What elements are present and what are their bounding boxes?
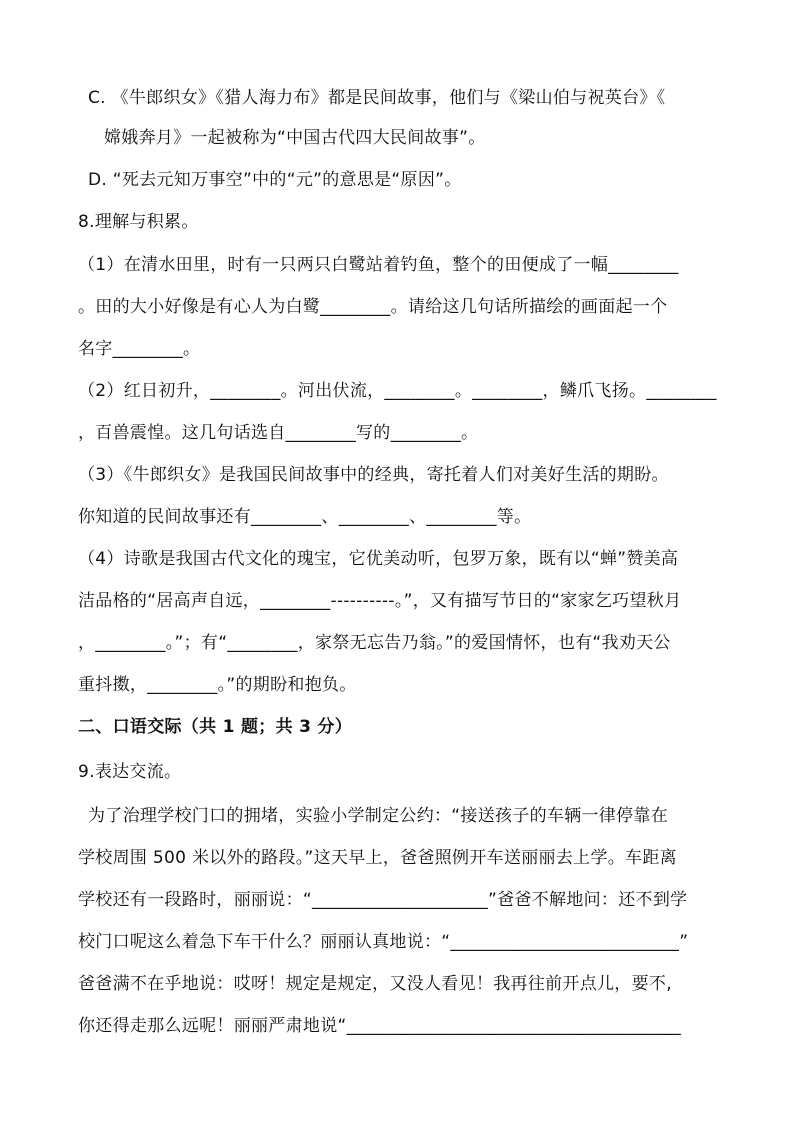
q8-part3-line-1: （3）《牛郎织女》是我国民间故事中的经典，寄托着人们对美好生活的期盼。	[78, 465, 669, 485]
q8-part2-line-1: （2）红日初升，________。河出伏流，________。________，鳞爪飞扬。________	[78, 381, 717, 401]
q8-part4-line-2: 洁品格的“居高声自远，________----------。”，又有描写节日的“家家乞巧望秋月	[78, 591, 682, 611]
q9-text-line-3: 学校还有一段路时，丽丽说：“____________________”爸爸不解地问：还不到学	[78, 890, 688, 910]
q8-part4-line-4: 重抖擞，________。”的期盼和抱负。	[78, 675, 357, 695]
section-2-heading: 二、口语交际（共 1 题；共 3 分）	[78, 717, 353, 737]
q8-part1-line-2: 。田的大小好像是有心人为白鹭________。请给这几句话所描绘的画面起一个	[78, 297, 668, 317]
q9-text-line-6: 你还得走那么远呢！丽丽严肃地说“______________________________________	[78, 1016, 682, 1036]
option-c-line-2: 嫦娥奔月》一起被称为“中国古代四大民间故事”。	[104, 128, 486, 148]
q9-text-line-4: 校门口呢这么着急下车干什么？丽丽认真地说：“__________________________”	[78, 932, 689, 952]
question-9-title: 9.表达交流。	[78, 762, 182, 782]
q9-text-line-2: 学校周围 500 米以外的路段。”这天早上，爸爸照例开车送丽丽去上学。车距离	[78, 848, 677, 868]
option-d-line: D. “死去元知万事空”中的“元”的意思是“原因”。	[88, 170, 462, 190]
option-c-line-1: C. 《牛郎织女》《猎人海力布》都是民间故事，他们与《梁山伯与祝英台》《	[88, 88, 666, 108]
q8-part4-line-1: （4）诗歌是我国古代文化的瑰宝，它优美动听，包罗万象，既有以“蝉”赞美高	[78, 549, 679, 569]
q8-part2-line-2: ，百兽震惶。这几句话选自________写的________。	[78, 423, 479, 443]
q8-part4-line-3: ，________。”；有“________，家祭无忘告乃翁。”的爱国情怀，也有“我劝天公	[78, 633, 671, 653]
question-8-title: 8.理解与积累。	[78, 212, 199, 232]
q9-text-line-5: 爸爸满不在乎地说：哎呀！规定是规定，又没人看见！我再往前开点儿，要不,	[78, 974, 672, 994]
q8-part1-line-1: （1）在清水田里，时有一只两只白鹭站着钓鱼，整个的田便成了一幅________	[78, 255, 679, 275]
q8-part3-line-2: 你知道的民间故事还有________、________、________等。	[78, 507, 532, 527]
q9-text-line-1: 为了治理学校门口的拥堵，实验小学制定公约：“接送孩子的车辆一律停靠在	[88, 806, 669, 826]
q8-part1-line-3: 名字________。	[78, 339, 201, 359]
